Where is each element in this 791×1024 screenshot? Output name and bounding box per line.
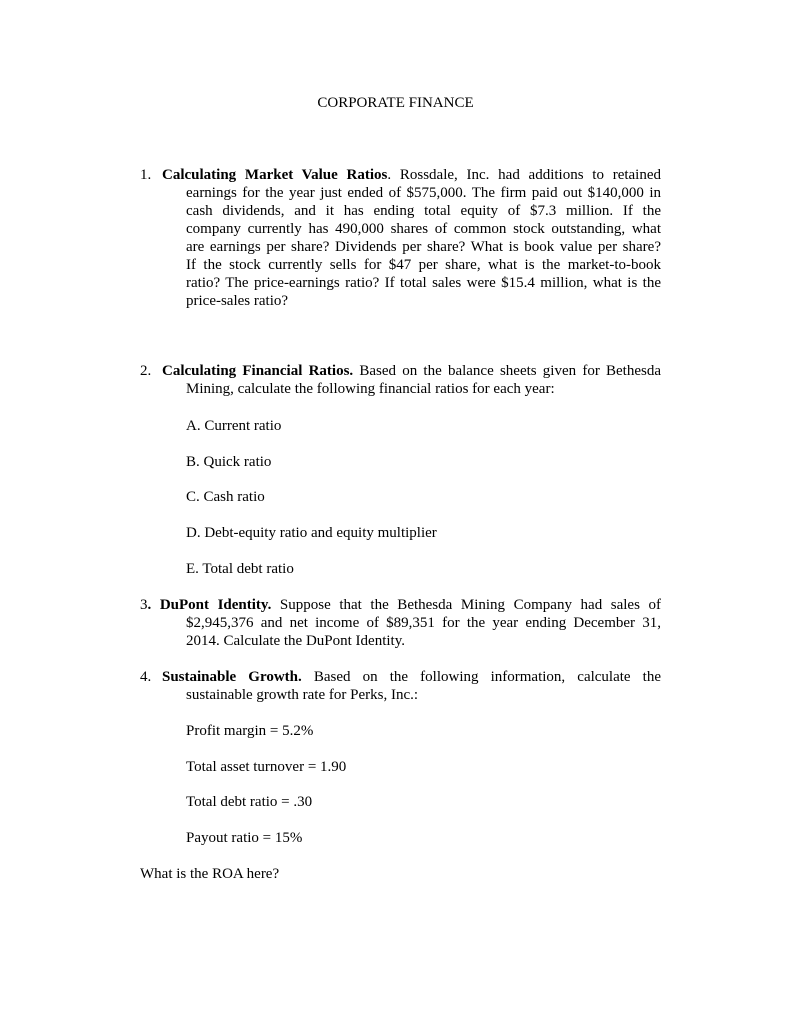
question-1-first-line — [140, 166, 661, 184]
question-4-heading: Sustainable Growth. — [162, 669, 302, 685]
question-4-body — [140, 686, 661, 704]
question-4-first-line-rest: Based on the following information, calculate the — [301, 669, 662, 685]
question-1-line: are earnings per share? Dividends per share? What is book value per share? — [186, 239, 661, 255]
ratio-item-quick: B. Quick ratio — [186, 454, 272, 470]
question-1-body — [140, 184, 661, 310]
question-3-first-line-rest: Suppose that the Bethesda Mining Company had sales of — [271, 597, 661, 613]
question-3-line: $2,945,376 and net income of $89,351 for the year ending December 31, — [186, 615, 661, 631]
question-2 — [140, 362, 661, 398]
question-4-number: 4. — [140, 669, 152, 685]
question-3-number: 3 — [140, 597, 148, 613]
ratio-item-total-debt: E. Total debt ratio — [186, 561, 294, 577]
question-3-body — [140, 614, 661, 650]
question-2-heading: Calculating Financial Ratios. — [162, 363, 354, 379]
question-4-first-line — [140, 668, 661, 686]
question-1-line: If the stock currently sells for $47 per share, what is the market-to-book — [186, 257, 661, 273]
ratio-item-debt-equity: D. Debt-equity ratio and equity multiplier — [186, 525, 437, 541]
closing-question: What is the ROA here? — [140, 866, 280, 882]
question-2-line: Mining, calculate the following financial ratios for each year: — [186, 381, 555, 397]
question-1-line: cash dividends, and it has ending total equity of $7.3 million. If the — [186, 203, 661, 219]
growth-item-profit-margin: Profit margin = 5.2% — [186, 723, 314, 739]
question-1-line: price-sales ratio? — [186, 293, 289, 309]
question-3 — [140, 596, 661, 650]
growth-item-asset-turnover: Total asset turnover = 1.90 — [186, 759, 347, 775]
question-3-line: 2014. Calculate the DuPont Identity. — [186, 633, 405, 649]
question-4-line: sustainable growth rate for Perks, Inc.: — [186, 687, 419, 703]
question-1-heading: Calculating Market Value Ratios — [162, 167, 388, 183]
page-title: CORPORATE FINANCE — [317, 95, 474, 111]
question-1-line: ratio? The price-earnings ratio? If total sales were $15.4 million, what is the — [186, 275, 661, 291]
question-4 — [140, 668, 661, 704]
question-2-number: 2. — [140, 363, 152, 379]
question-1 — [140, 166, 661, 310]
growth-item-debt-ratio: Total debt ratio = .30 — [186, 794, 313, 810]
question-1-first-line-rest: . Rossdale, Inc. had additions to retained — [387, 167, 661, 183]
question-1-line: earnings for the year just ended of $575,000. The firm paid out $140,000 in — [186, 185, 661, 201]
ratio-item-cash: C. Cash ratio — [186, 489, 265, 505]
growth-item-payout-ratio: Payout ratio = 15% — [186, 830, 303, 846]
question-3-heading: . DuPont Identity. — [147, 597, 272, 613]
question-1-line: company currently has 490,000 shares of common stock outstanding, what — [186, 221, 661, 237]
question-2-first-line-rest: Based on the balance sheets given for Bethesda — [353, 363, 661, 379]
question-2-body — [140, 380, 661, 398]
ratio-item-current: A. Current ratio — [186, 418, 282, 434]
question-2-first-line — [140, 362, 661, 380]
question-3-first-line — [140, 596, 661, 614]
question-1-number: 1. — [140, 167, 152, 183]
